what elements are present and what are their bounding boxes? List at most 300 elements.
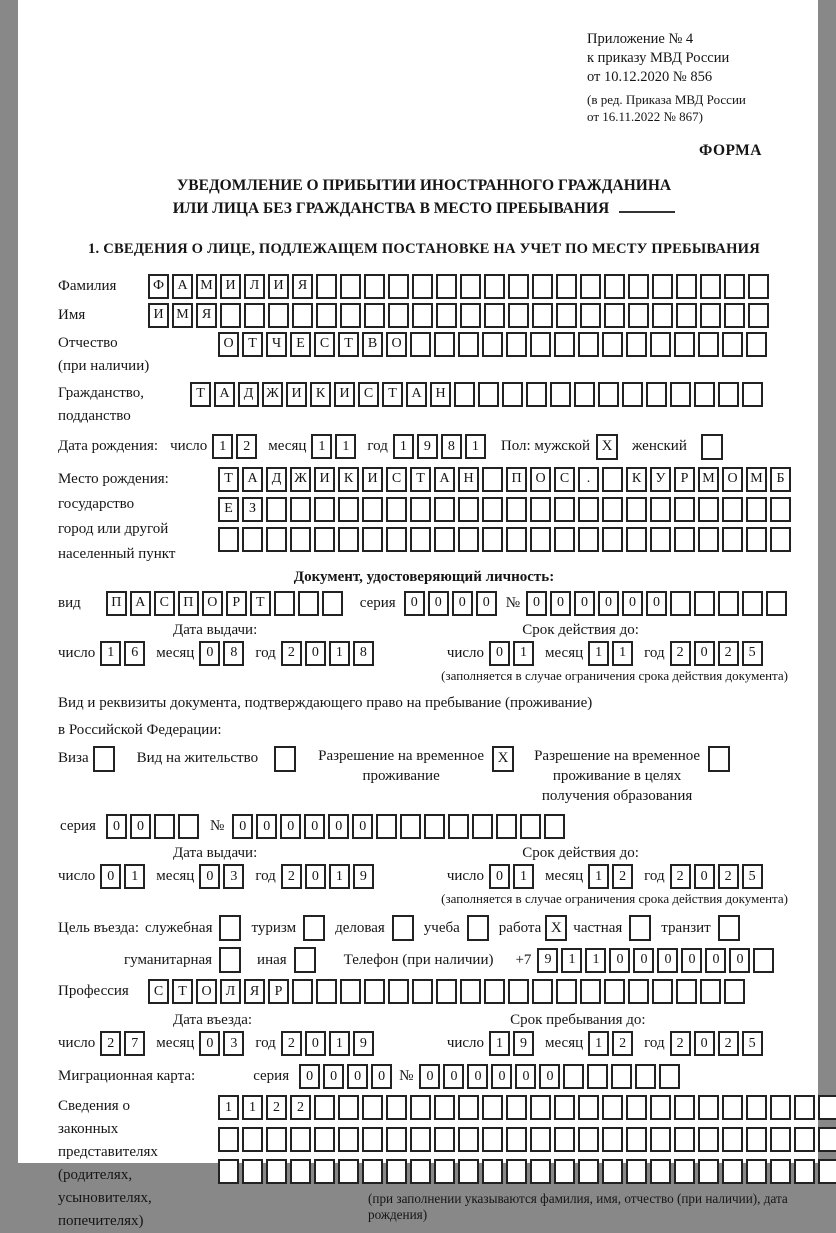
- char-cell[interactable]: [556, 979, 577, 1004]
- char-cell[interactable]: 7: [124, 1031, 145, 1056]
- char-cell[interactable]: [574, 382, 595, 407]
- char-cell[interactable]: [290, 497, 311, 522]
- char-cell[interactable]: [266, 497, 287, 522]
- char-cell[interactable]: [412, 303, 433, 328]
- char-cell[interactable]: Н: [430, 382, 451, 407]
- char-cell[interactable]: [386, 527, 407, 552]
- char-cell[interactable]: 0: [419, 1064, 440, 1089]
- char-cell[interactable]: И: [334, 382, 355, 407]
- char-cell[interactable]: [698, 1159, 719, 1184]
- char-cell[interactable]: 0: [705, 948, 726, 973]
- char-cell[interactable]: 1: [513, 641, 534, 666]
- char-cell[interactable]: [722, 497, 743, 522]
- char-cell[interactable]: [578, 1159, 599, 1184]
- char-cell[interactable]: [316, 303, 337, 328]
- char-cell[interactable]: Т: [382, 382, 403, 407]
- char-cell[interactable]: [650, 527, 671, 552]
- phone-cells[interactable]: [537, 948, 777, 973]
- char-cell[interactable]: 1: [329, 1031, 350, 1056]
- char-cell[interactable]: 6: [124, 641, 145, 666]
- char-cell[interactable]: [400, 814, 421, 839]
- char-cell[interactable]: А: [214, 382, 235, 407]
- entry-month-cells[interactable]: [199, 1031, 247, 1056]
- char-cell[interactable]: 0: [646, 591, 667, 616]
- char-cell[interactable]: 0: [681, 948, 702, 973]
- char-cell[interactable]: [362, 1159, 383, 1184]
- birth-place-row1-cells[interactable]: [218, 467, 794, 492]
- char-cell[interactable]: [700, 274, 721, 299]
- char-cell[interactable]: [578, 497, 599, 522]
- char-cell[interactable]: [580, 979, 601, 1004]
- char-cell[interactable]: Ж: [262, 382, 283, 407]
- char-cell[interactable]: [602, 467, 623, 492]
- char-cell[interactable]: [314, 527, 335, 552]
- char-cell[interactable]: [322, 591, 343, 616]
- char-cell[interactable]: [659, 1064, 680, 1089]
- char-cell[interactable]: [650, 1127, 671, 1152]
- char-cell[interactable]: Р: [226, 591, 247, 616]
- char-cell[interactable]: И: [314, 467, 335, 492]
- char-cell[interactable]: 2: [281, 864, 302, 889]
- char-cell[interactable]: Я: [292, 274, 313, 299]
- char-cell[interactable]: [314, 497, 335, 522]
- char-cell[interactable]: С: [386, 467, 407, 492]
- char-cell[interactable]: [424, 814, 445, 839]
- char-cell[interactable]: 0: [515, 1064, 536, 1089]
- char-cell[interactable]: [698, 1127, 719, 1152]
- char-cell[interactable]: 1: [100, 641, 121, 666]
- char-cell[interactable]: [460, 979, 481, 1004]
- char-cell[interactable]: [314, 1095, 335, 1120]
- char-cell[interactable]: 0: [328, 814, 349, 839]
- char-cell[interactable]: [794, 1159, 815, 1184]
- char-cell[interactable]: [340, 303, 361, 328]
- char-cell[interactable]: 0: [305, 1031, 326, 1056]
- char-cell[interactable]: [506, 332, 527, 357]
- char-cell[interactable]: [472, 814, 493, 839]
- char-cell[interactable]: [587, 1064, 608, 1089]
- migration-number-cells[interactable]: [419, 1064, 683, 1089]
- char-cell[interactable]: [628, 274, 649, 299]
- char-cell[interactable]: 0: [729, 948, 750, 973]
- char-cell[interactable]: [746, 1159, 767, 1184]
- char-cell[interactable]: [458, 332, 479, 357]
- char-cell[interactable]: [532, 274, 553, 299]
- char-cell[interactable]: [794, 1127, 815, 1152]
- char-cell[interactable]: А: [130, 591, 151, 616]
- char-cell[interactable]: С: [554, 467, 575, 492]
- char-cell[interactable]: 0: [304, 814, 325, 839]
- char-cell[interactable]: [316, 274, 337, 299]
- given-name-cells[interactable]: [148, 303, 772, 328]
- char-cell[interactable]: 1: [465, 434, 486, 459]
- char-cell[interactable]: [274, 591, 295, 616]
- char-cell[interactable]: [268, 303, 289, 328]
- char-cell[interactable]: 0: [371, 1064, 392, 1089]
- char-cell[interactable]: [526, 382, 547, 407]
- char-cell[interactable]: К: [626, 467, 647, 492]
- char-cell[interactable]: [178, 814, 199, 839]
- char-cell[interactable]: 2: [266, 1095, 287, 1120]
- char-cell[interactable]: [578, 527, 599, 552]
- char-cell[interactable]: Д: [266, 467, 287, 492]
- char-cell[interactable]: [386, 1095, 407, 1120]
- representatives-row3-cells[interactable]: [218, 1159, 836, 1184]
- char-cell[interactable]: [554, 332, 575, 357]
- char-cell[interactable]: 3: [223, 864, 244, 889]
- char-cell[interactable]: [746, 497, 767, 522]
- char-cell[interactable]: 2: [100, 1031, 121, 1056]
- char-cell[interactable]: [458, 527, 479, 552]
- char-cell[interactable]: [724, 303, 745, 328]
- char-cell[interactable]: [604, 274, 625, 299]
- char-cell[interactable]: [818, 1159, 836, 1184]
- char-cell[interactable]: Т: [242, 332, 263, 357]
- char-cell[interactable]: [698, 1095, 719, 1120]
- char-cell[interactable]: [794, 1095, 815, 1120]
- char-cell[interactable]: 0: [526, 591, 547, 616]
- char-cell[interactable]: [364, 274, 385, 299]
- char-cell[interactable]: [628, 303, 649, 328]
- char-cell[interactable]: [580, 303, 601, 328]
- char-cell[interactable]: [556, 274, 577, 299]
- char-cell[interactable]: [242, 527, 263, 552]
- char-cell[interactable]: [770, 1127, 791, 1152]
- doc-valid-day-cells[interactable]: [489, 641, 537, 666]
- char-cell[interactable]: 0: [539, 1064, 560, 1089]
- char-cell[interactable]: [482, 497, 503, 522]
- char-cell[interactable]: 3: [223, 1031, 244, 1056]
- stay-year-cells[interactable]: [670, 1031, 766, 1056]
- char-cell[interactable]: [376, 814, 397, 839]
- char-cell[interactable]: [362, 1127, 383, 1152]
- purpose-humanitarian-checkbox[interactable]: [219, 947, 241, 973]
- char-cell[interactable]: С: [358, 382, 379, 407]
- char-cell[interactable]: 1: [489, 1031, 510, 1056]
- char-cell[interactable]: [530, 527, 551, 552]
- char-cell[interactable]: Ф: [148, 274, 169, 299]
- char-cell[interactable]: П: [506, 467, 527, 492]
- char-cell[interactable]: [698, 527, 719, 552]
- char-cell[interactable]: 0: [199, 1031, 220, 1056]
- char-cell[interactable]: [458, 497, 479, 522]
- char-cell[interactable]: 0: [489, 864, 510, 889]
- char-cell[interactable]: [746, 332, 767, 357]
- char-cell[interactable]: [718, 591, 739, 616]
- char-cell[interactable]: [674, 1095, 695, 1120]
- permit-valid-month-cells[interactable]: [588, 864, 636, 889]
- char-cell[interactable]: [154, 814, 175, 839]
- char-cell[interactable]: [506, 497, 527, 522]
- char-cell[interactable]: [362, 527, 383, 552]
- char-cell[interactable]: 1: [588, 1031, 609, 1056]
- char-cell[interactable]: [700, 303, 721, 328]
- char-cell[interactable]: Т: [410, 467, 431, 492]
- char-cell[interactable]: И: [148, 303, 169, 328]
- char-cell[interactable]: [508, 979, 529, 1004]
- char-cell[interactable]: [314, 1127, 335, 1152]
- char-cell[interactable]: [602, 1159, 623, 1184]
- stay-day-cells[interactable]: [489, 1031, 537, 1056]
- char-cell[interactable]: [694, 591, 715, 616]
- char-cell[interactable]: [506, 1159, 527, 1184]
- char-cell[interactable]: [698, 332, 719, 357]
- char-cell[interactable]: 5: [742, 641, 763, 666]
- char-cell[interactable]: О: [218, 332, 239, 357]
- char-cell[interactable]: М: [746, 467, 767, 492]
- char-cell[interactable]: П: [178, 591, 199, 616]
- char-cell[interactable]: К: [310, 382, 331, 407]
- char-cell[interactable]: 0: [428, 591, 449, 616]
- char-cell[interactable]: 5: [742, 1031, 763, 1056]
- char-cell[interactable]: [266, 1159, 287, 1184]
- char-cell[interactable]: 9: [353, 864, 374, 889]
- char-cell[interactable]: А: [172, 274, 193, 299]
- char-cell[interactable]: [544, 814, 565, 839]
- char-cell[interactable]: [436, 979, 457, 1004]
- patronymic-cells[interactable]: [218, 332, 770, 357]
- char-cell[interactable]: [694, 382, 715, 407]
- entry-year-cells[interactable]: [281, 1031, 377, 1056]
- char-cell[interactable]: [434, 527, 455, 552]
- char-cell[interactable]: Л: [220, 979, 241, 1004]
- char-cell[interactable]: [748, 303, 769, 328]
- char-cell[interactable]: 1: [513, 864, 534, 889]
- char-cell[interactable]: 0: [130, 814, 151, 839]
- char-cell[interactable]: [746, 1095, 767, 1120]
- char-cell[interactable]: 0: [232, 814, 253, 839]
- char-cell[interactable]: [520, 814, 541, 839]
- char-cell[interactable]: 0: [633, 948, 654, 973]
- char-cell[interactable]: 0: [489, 641, 510, 666]
- representatives-row2-cells[interactable]: [218, 1127, 836, 1152]
- char-cell[interactable]: 8: [353, 641, 374, 666]
- char-cell[interactable]: [674, 527, 695, 552]
- char-cell[interactable]: 0: [199, 641, 220, 666]
- char-cell[interactable]: [340, 979, 361, 1004]
- char-cell[interactable]: [316, 979, 337, 1004]
- char-cell[interactable]: [722, 1127, 743, 1152]
- char-cell[interactable]: [386, 1159, 407, 1184]
- char-cell[interactable]: 0: [199, 864, 220, 889]
- char-cell[interactable]: 2: [281, 641, 302, 666]
- char-cell[interactable]: [218, 1127, 239, 1152]
- char-cell[interactable]: 2: [718, 641, 739, 666]
- char-cell[interactable]: Л: [244, 274, 265, 299]
- char-cell[interactable]: М: [698, 467, 719, 492]
- char-cell[interactable]: [556, 303, 577, 328]
- char-cell[interactable]: [604, 303, 625, 328]
- char-cell[interactable]: [724, 979, 745, 1004]
- char-cell[interactable]: [298, 591, 319, 616]
- char-cell[interactable]: [220, 303, 241, 328]
- char-cell[interactable]: [652, 274, 673, 299]
- char-cell[interactable]: [602, 332, 623, 357]
- purpose-private-checkbox[interactable]: [629, 915, 651, 941]
- char-cell[interactable]: 2: [612, 864, 633, 889]
- char-cell[interactable]: 0: [550, 591, 571, 616]
- char-cell[interactable]: Д: [238, 382, 259, 407]
- char-cell[interactable]: А: [406, 382, 427, 407]
- char-cell[interactable]: [770, 527, 791, 552]
- char-cell[interactable]: [502, 382, 523, 407]
- char-cell[interactable]: [290, 1127, 311, 1152]
- char-cell[interactable]: [506, 1127, 527, 1152]
- char-cell[interactable]: 1: [588, 864, 609, 889]
- char-cell[interactable]: Е: [290, 332, 311, 357]
- char-cell[interactable]: 2: [670, 641, 691, 666]
- char-cell[interactable]: 0: [404, 591, 425, 616]
- char-cell[interactable]: [338, 1095, 359, 1120]
- char-cell[interactable]: Е: [218, 497, 239, 522]
- char-cell[interactable]: С: [314, 332, 335, 357]
- char-cell[interactable]: [530, 1095, 551, 1120]
- entry-day-cells[interactable]: [100, 1031, 148, 1056]
- char-cell[interactable]: [626, 332, 647, 357]
- char-cell[interactable]: [674, 497, 695, 522]
- char-cell[interactable]: [626, 497, 647, 522]
- stay-month-cells[interactable]: [588, 1031, 636, 1056]
- char-cell[interactable]: Т: [172, 979, 193, 1004]
- char-cell[interactable]: 1: [585, 948, 606, 973]
- birth-day-cells[interactable]: [212, 434, 260, 459]
- char-cell[interactable]: [724, 274, 745, 299]
- char-cell[interactable]: [338, 1127, 359, 1152]
- char-cell[interactable]: [338, 497, 359, 522]
- char-cell[interactable]: 0: [491, 1064, 512, 1089]
- representatives-row1-cells[interactable]: [218, 1095, 836, 1120]
- char-cell[interactable]: С: [154, 591, 175, 616]
- sex-male-checkbox[interactable]: X: [596, 434, 618, 460]
- char-cell[interactable]: [554, 1095, 575, 1120]
- char-cell[interactable]: 0: [106, 814, 127, 839]
- char-cell[interactable]: [598, 382, 619, 407]
- char-cell[interactable]: [554, 1127, 575, 1152]
- char-cell[interactable]: 0: [598, 591, 619, 616]
- char-cell[interactable]: 0: [100, 864, 121, 889]
- char-cell[interactable]: [602, 527, 623, 552]
- char-cell[interactable]: [580, 274, 601, 299]
- char-cell[interactable]: 0: [476, 591, 497, 616]
- char-cell[interactable]: И: [286, 382, 307, 407]
- char-cell[interactable]: [484, 979, 505, 1004]
- char-cell[interactable]: [611, 1064, 632, 1089]
- char-cell[interactable]: [674, 332, 695, 357]
- doc-series-cells[interactable]: [404, 591, 500, 616]
- char-cell[interactable]: [314, 1159, 335, 1184]
- char-cell[interactable]: 1: [124, 864, 145, 889]
- char-cell[interactable]: 9: [353, 1031, 374, 1056]
- doc-issue-month-cells[interactable]: [199, 641, 247, 666]
- char-cell[interactable]: [532, 979, 553, 1004]
- profession-cells[interactable]: [148, 979, 748, 1004]
- char-cell[interactable]: [722, 332, 743, 357]
- char-cell[interactable]: [482, 1159, 503, 1184]
- char-cell[interactable]: 0: [694, 1031, 715, 1056]
- char-cell[interactable]: 2: [718, 1031, 739, 1056]
- char-cell[interactable]: [530, 497, 551, 522]
- char-cell[interactable]: [650, 1159, 671, 1184]
- char-cell[interactable]: [554, 1159, 575, 1184]
- char-cell[interactable]: 0: [305, 864, 326, 889]
- char-cell[interactable]: [218, 527, 239, 552]
- char-cell[interactable]: [563, 1064, 584, 1089]
- purpose-tourism-checkbox[interactable]: [303, 915, 325, 941]
- char-cell[interactable]: Я: [196, 303, 217, 328]
- doc-number-cells[interactable]: [526, 591, 790, 616]
- char-cell[interactable]: [506, 527, 527, 552]
- char-cell[interactable]: [364, 303, 385, 328]
- char-cell[interactable]: 2: [670, 864, 691, 889]
- char-cell[interactable]: В: [362, 332, 383, 357]
- char-cell[interactable]: [722, 1159, 743, 1184]
- char-cell[interactable]: [602, 497, 623, 522]
- purpose-other-checkbox[interactable]: [294, 947, 316, 973]
- char-cell[interactable]: [434, 1127, 455, 1152]
- char-cell[interactable]: [458, 1127, 479, 1152]
- char-cell[interactable]: 9: [537, 948, 558, 973]
- char-cell[interactable]: 2: [236, 434, 257, 459]
- char-cell[interactable]: [698, 497, 719, 522]
- char-cell[interactable]: [482, 1095, 503, 1120]
- char-cell[interactable]: [266, 527, 287, 552]
- char-cell[interactable]: [460, 303, 481, 328]
- doc-issue-day-cells[interactable]: [100, 641, 148, 666]
- char-cell[interactable]: [410, 332, 431, 357]
- char-cell[interactable]: 2: [281, 1031, 302, 1056]
- char-cell[interactable]: [338, 527, 359, 552]
- char-cell[interactable]: 0: [323, 1064, 344, 1089]
- char-cell[interactable]: 0: [609, 948, 630, 973]
- char-cell[interactable]: [508, 303, 529, 328]
- visa-checkbox[interactable]: [93, 746, 115, 772]
- char-cell[interactable]: 0: [443, 1064, 464, 1089]
- purpose-business-checkbox[interactable]: [392, 915, 414, 941]
- surname-cells[interactable]: [148, 274, 772, 299]
- char-cell[interactable]: [482, 527, 503, 552]
- permit-issue-month-cells[interactable]: [199, 864, 247, 889]
- char-cell[interactable]: [676, 303, 697, 328]
- birth-year-cells[interactable]: [393, 434, 489, 459]
- permit-issue-year-cells[interactable]: [281, 864, 377, 889]
- char-cell[interactable]: 8: [441, 434, 462, 459]
- char-cell[interactable]: О: [530, 467, 551, 492]
- char-cell[interactable]: [410, 1127, 431, 1152]
- char-cell[interactable]: Т: [218, 467, 239, 492]
- char-cell[interactable]: [652, 979, 673, 1004]
- char-cell[interactable]: [674, 1159, 695, 1184]
- char-cell[interactable]: [340, 274, 361, 299]
- char-cell[interactable]: [218, 1159, 239, 1184]
- char-cell[interactable]: [454, 382, 475, 407]
- char-cell[interactable]: У: [650, 467, 671, 492]
- char-cell[interactable]: 1: [588, 641, 609, 666]
- char-cell[interactable]: [622, 382, 643, 407]
- char-cell[interactable]: [746, 527, 767, 552]
- permit-series-cells[interactable]: [106, 814, 202, 839]
- char-cell[interactable]: [626, 1095, 647, 1120]
- char-cell[interactable]: [530, 332, 551, 357]
- char-cell[interactable]: А: [434, 467, 455, 492]
- char-cell[interactable]: [770, 497, 791, 522]
- char-cell[interactable]: [266, 1127, 287, 1152]
- char-cell[interactable]: Ж: [290, 467, 311, 492]
- char-cell[interactable]: [770, 1159, 791, 1184]
- char-cell[interactable]: [626, 1127, 647, 1152]
- char-cell[interactable]: 0: [622, 591, 643, 616]
- char-cell[interactable]: Б: [770, 467, 791, 492]
- char-cell[interactable]: О: [722, 467, 743, 492]
